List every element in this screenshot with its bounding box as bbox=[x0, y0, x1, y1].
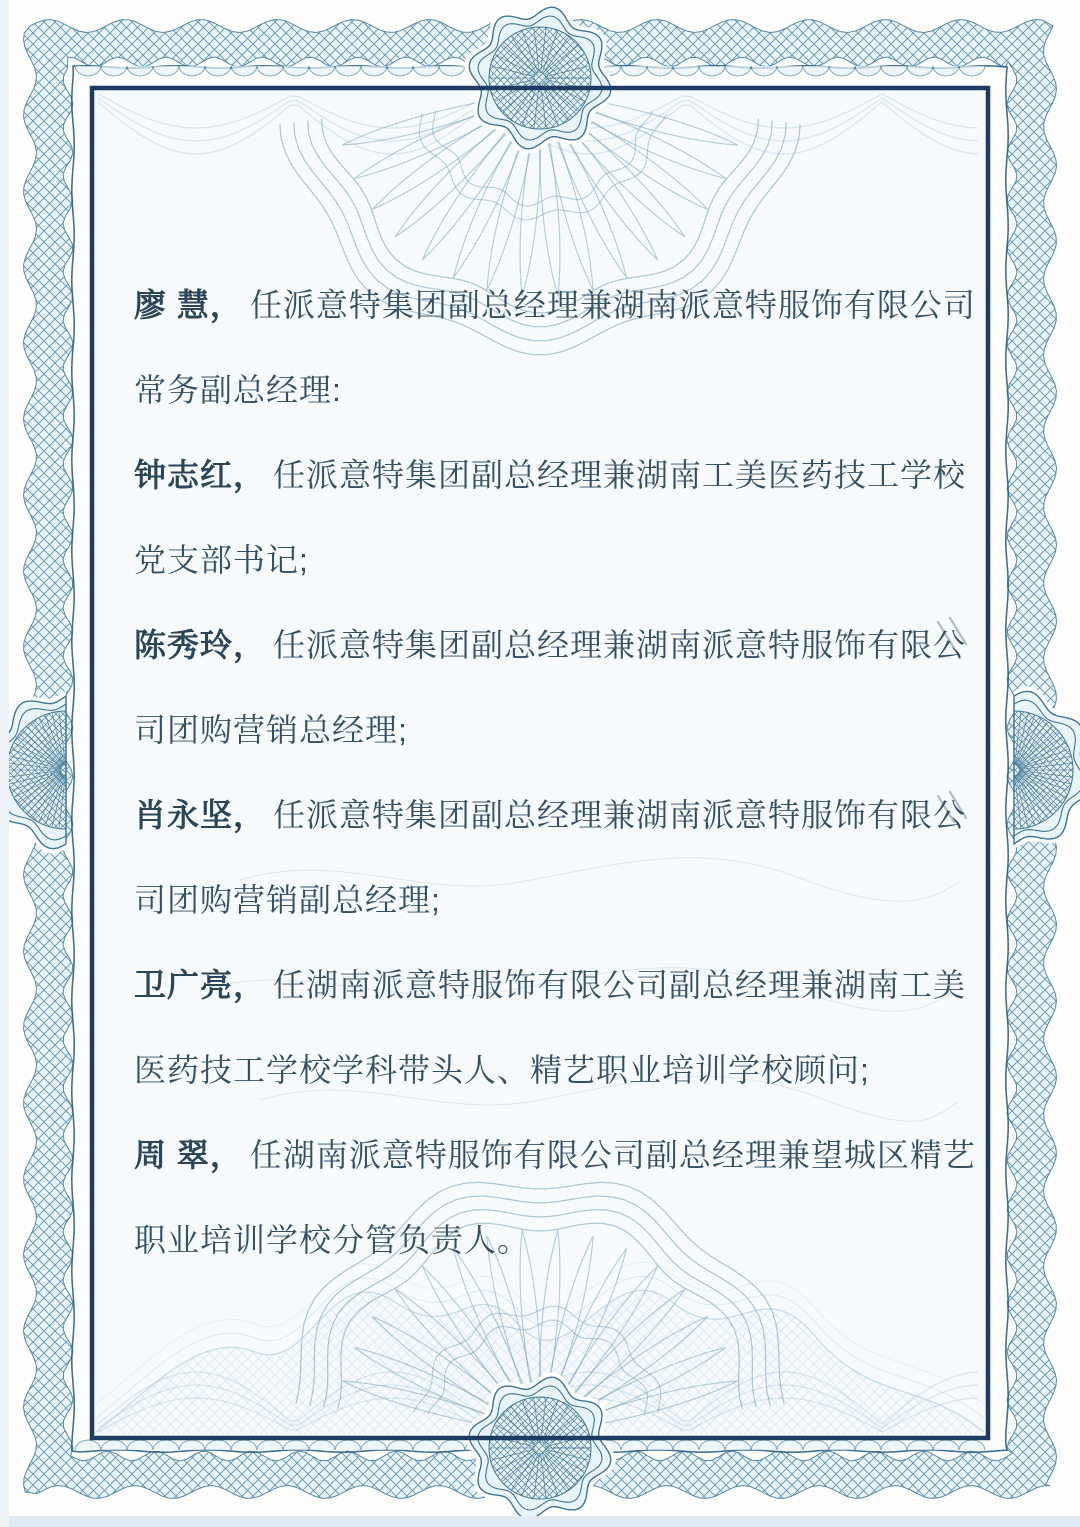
entry-text: 司团购营销副总经理; bbox=[134, 882, 441, 918]
entry-text: 任湖南派意特服饰有限公司副总经理兼望城区精艺 bbox=[249, 1137, 976, 1173]
entry-line bbox=[134, 1028, 980, 1113]
entry-text: 任派意特集团副总经理兼湖南派意特服饰有限公 bbox=[273, 797, 967, 833]
entry-line bbox=[134, 943, 980, 1028]
entry-text: 任派意特集团副总经理兼湖南派意特服饰有限公 bbox=[273, 627, 967, 663]
appointment-entry bbox=[134, 1113, 980, 1283]
entry-line bbox=[134, 603, 980, 688]
person-name: 肖永坚， bbox=[134, 797, 267, 833]
appointment-entry bbox=[134, 943, 980, 1113]
entry-text: 任派意特集团副总经理兼湖南工美医药技工学校 bbox=[273, 457, 967, 493]
person-name: 钟志红， bbox=[134, 457, 267, 493]
rosette-ornament bbox=[0, 691, 66, 854]
entry-line bbox=[134, 1113, 980, 1198]
entry-line bbox=[134, 1198, 980, 1283]
person-name: 卫广亮， bbox=[134, 967, 267, 1003]
entry-line bbox=[134, 688, 980, 773]
entry-text: 医药技工学校学科带头人、精艺职业培训学校顾问; bbox=[134, 1052, 870, 1088]
bottom-edge-strip bbox=[0, 1516, 1080, 1527]
entry-line bbox=[134, 858, 980, 943]
entry-line bbox=[134, 263, 980, 348]
entry-line bbox=[134, 348, 980, 433]
left-edge-strip bbox=[0, 0, 9, 1527]
entry-text: 司团购营销总经理; bbox=[134, 712, 408, 748]
entry-line bbox=[134, 773, 980, 858]
person-name: 陈秀玲， bbox=[134, 627, 267, 663]
entry-line bbox=[134, 518, 980, 603]
entry-line bbox=[134, 433, 980, 518]
appointment-entry bbox=[134, 263, 980, 433]
entry-text: 常务副总经理: bbox=[134, 372, 342, 408]
entry-text: 任派意特集团副总经理兼湖南派意特服饰有限公司 bbox=[249, 287, 976, 323]
entry-text: 职业培训学校分管负责人。 bbox=[134, 1222, 531, 1258]
appointment-entry bbox=[134, 603, 980, 773]
entry-text: 任湖南派意特服饰有限公司副总经理兼湖南工美 bbox=[273, 967, 967, 1003]
appointment-text-block bbox=[134, 263, 980, 1283]
entry-text: 党支部书记; bbox=[134, 542, 309, 578]
rosette-ornament bbox=[1014, 686, 1080, 849]
appointment-entry bbox=[134, 433, 980, 603]
person-name: 周 翠， bbox=[134, 1137, 243, 1173]
person-name: 廖 慧， bbox=[134, 287, 243, 323]
appointment-entry bbox=[134, 773, 980, 943]
